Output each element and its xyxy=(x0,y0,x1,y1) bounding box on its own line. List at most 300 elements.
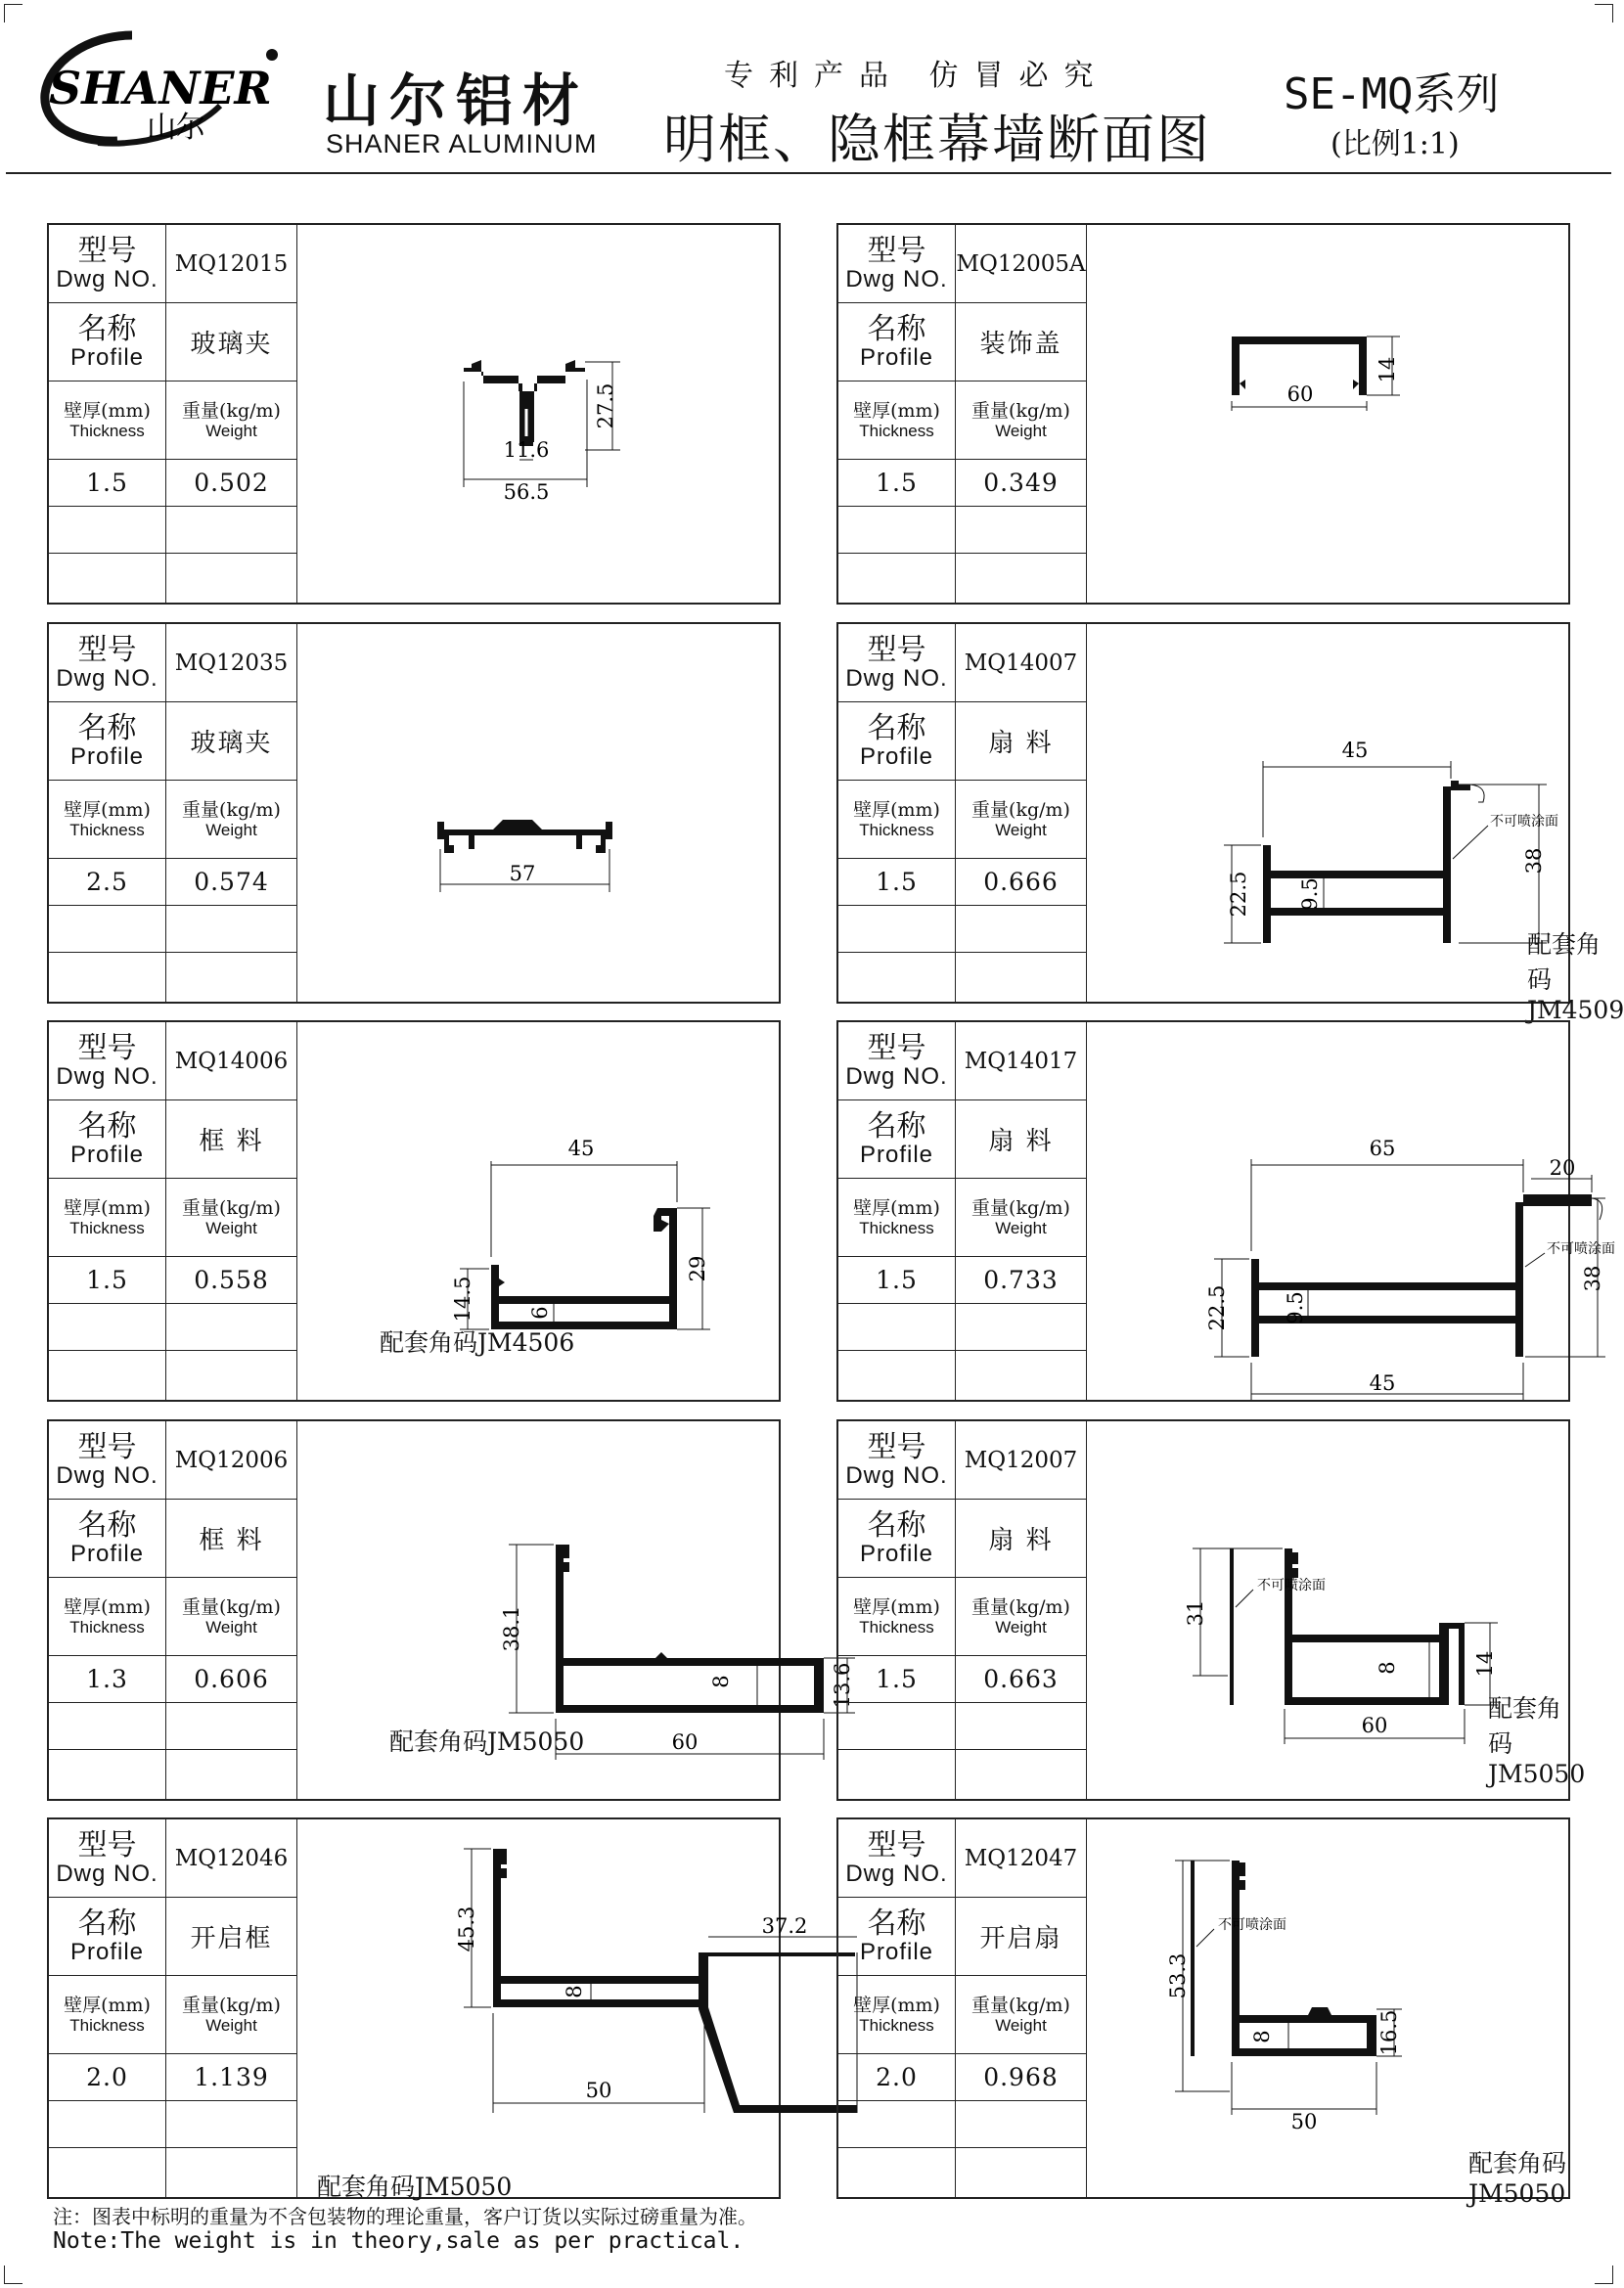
dwg-label-en: Dwg NO. xyxy=(56,1062,158,1090)
dwg-number: MQ12047 xyxy=(964,1845,1078,1871)
empty-cell xyxy=(49,1351,166,1400)
dimension-label: 50 xyxy=(1290,2110,1318,2133)
dimension-label: 11.6 xyxy=(503,438,550,462)
dwg-value-cell xyxy=(166,1819,297,1898)
dimension-label: 45 xyxy=(1341,739,1369,762)
profile-name: 装饰盖 xyxy=(979,330,1062,359)
thickness-label-cn: 壁厚(mm) xyxy=(853,400,940,422)
dimension-label: 65 xyxy=(1369,1137,1396,1160)
empty-cell xyxy=(838,1304,956,1351)
dwg-label-cn: 型号 xyxy=(867,1429,926,1464)
profile-section-svg xyxy=(1087,1022,1615,1400)
dwg-label-cn: 型号 xyxy=(77,632,137,667)
empty-cell xyxy=(49,1750,166,1799)
dimension-label: 37.2 xyxy=(761,1914,808,1938)
dimension-label: 60 xyxy=(1361,1714,1388,1737)
dwg-label-cn: 型号 xyxy=(867,1827,926,1862)
empty-cell xyxy=(838,906,956,953)
dwg-label-en: Dwg NO. xyxy=(845,1461,948,1489)
weight-value-cell xyxy=(956,1656,1087,1703)
profile-value-cell xyxy=(166,1500,297,1578)
profile-card xyxy=(47,1817,808,2201)
profile-label-cn: 名称 xyxy=(77,311,137,346)
empty-cell xyxy=(49,1304,166,1351)
empty-cell xyxy=(166,1351,297,1400)
empty-cell xyxy=(956,507,1087,554)
thickness-value-cell xyxy=(49,2054,166,2101)
thickness-label-cn: 壁厚(mm) xyxy=(64,1596,151,1618)
thickness-label-cn: 壁厚(mm) xyxy=(64,400,151,422)
thickness-label-cn: 壁厚(mm) xyxy=(64,1197,151,1219)
no-paint-label: 不可喷涂面 xyxy=(1490,814,1558,830)
empty-cell xyxy=(49,953,166,1002)
dimension-label: 56.5 xyxy=(503,480,550,504)
profile-card xyxy=(836,223,1570,605)
profile-label-en: Profile xyxy=(69,343,145,371)
dwg-number: MQ12007 xyxy=(964,1447,1078,1473)
brand-name-en: SHANER ALUMINUM xyxy=(326,129,598,158)
dimension-label: 20 xyxy=(1549,1156,1576,1180)
profile-name: 扇 料 xyxy=(988,729,1054,758)
dimension-label: 45 xyxy=(567,1137,595,1160)
weight-value-cell xyxy=(956,2054,1087,2101)
empty-cell xyxy=(838,1351,956,1400)
dwg-label-en: Dwg NO. xyxy=(56,1860,158,1887)
empty-cell xyxy=(49,554,166,603)
weight-label-cell xyxy=(956,1976,1087,2054)
profile-card xyxy=(836,1817,1570,2208)
section-drawing xyxy=(1087,225,1570,603)
empty-cell xyxy=(838,1703,956,1750)
empty-cell xyxy=(956,1304,1087,1351)
profile-section-svg xyxy=(297,624,781,1002)
thickness-label-cell xyxy=(838,781,956,859)
empty-cell xyxy=(956,906,1087,953)
weight-label-en: Weight xyxy=(995,1219,1047,1237)
weight-label-cn: 重量(kg/m) xyxy=(971,1995,1070,2016)
weight-label-cn: 重量(kg/m) xyxy=(971,1596,1070,1618)
thickness-value-cell xyxy=(838,460,956,507)
thickness-label-cn: 壁厚(mm) xyxy=(64,799,151,821)
profile-label-en: Profile xyxy=(69,1938,145,1965)
profile-name: 框 料 xyxy=(199,1526,264,1555)
page-title: 明框、隐框幕墙断面图 xyxy=(663,109,1211,170)
dimension-label: 57 xyxy=(509,862,536,885)
weight-value: 0.574 xyxy=(194,868,269,896)
thickness-label-en: Thickness xyxy=(859,422,934,440)
series-name: SE-MQ系列 xyxy=(1284,69,1500,119)
dwg-label-cn: 型号 xyxy=(77,1429,137,1464)
thickness-label-en: Thickness xyxy=(859,1618,934,1637)
weight-label-cell xyxy=(166,1179,297,1257)
profile-name: 开启框 xyxy=(190,1924,273,1953)
thickness-value: 1.5 xyxy=(86,1266,128,1294)
thickness-value-cell xyxy=(49,1257,166,1304)
dimension-label: 50 xyxy=(585,2079,612,2102)
dwg-label-en: Dwg NO. xyxy=(845,265,948,292)
weight-value: 0.663 xyxy=(983,1665,1059,1693)
weight-label-cn: 重量(kg/m) xyxy=(182,1995,281,2016)
profile-label-en: Profile xyxy=(69,1141,145,1168)
thickness-value: 1.3 xyxy=(86,1665,128,1693)
profile-name: 开启扇 xyxy=(979,1924,1062,1953)
profile-value-cell xyxy=(956,303,1087,381)
weight-value: 0.968 xyxy=(983,2063,1059,2091)
thickness-value: 2.5 xyxy=(86,868,128,896)
dwg-label-cell xyxy=(49,624,166,702)
dwg-label-cell xyxy=(49,1421,166,1500)
weight-label-cell xyxy=(166,1578,297,1656)
empty-cell xyxy=(956,953,1087,1002)
empty-cell xyxy=(838,507,956,554)
dimension-label: 8 xyxy=(709,1675,733,1688)
dimension-label: 38 xyxy=(1581,1265,1604,1292)
empty-cell xyxy=(49,906,166,953)
profile-name: 框 料 xyxy=(199,1127,264,1156)
weight-value-cell xyxy=(956,859,1087,906)
profile-card xyxy=(47,223,781,605)
profile-value-cell xyxy=(166,702,297,781)
dwg-label-en: Dwg NO. xyxy=(56,265,158,292)
weight-label-cn: 重量(kg/m) xyxy=(182,400,281,422)
dwg-number: MQ14017 xyxy=(964,1048,1078,1074)
dwg-label-cn: 型号 xyxy=(867,632,926,667)
dimension-label: 29 xyxy=(686,1255,709,1282)
weight-value: 0.349 xyxy=(983,469,1059,497)
weight-label-cn: 重量(kg/m) xyxy=(182,799,281,821)
dimension-label: 22.5 xyxy=(1205,1284,1229,1331)
weight-label-en: Weight xyxy=(205,821,257,839)
profile-label-cn: 名称 xyxy=(77,1906,137,1941)
profile-section-svg xyxy=(1087,1819,1570,2197)
weight-label-cell xyxy=(166,1976,297,2054)
dwg-number: MQ12006 xyxy=(174,1447,289,1473)
dimension-label: 53.3 xyxy=(1166,1952,1190,1999)
section-drawing xyxy=(297,225,781,603)
dimension-label: 60 xyxy=(1286,382,1314,406)
weight-value: 1.139 xyxy=(194,2063,269,2091)
weight-value-cell xyxy=(166,1257,297,1304)
dwg-value-cell xyxy=(166,624,297,702)
dimension-label: 60 xyxy=(671,1730,699,1754)
no-paint-label: 不可喷涂面 xyxy=(1547,1241,1615,1257)
profile-value-cell xyxy=(956,702,1087,781)
weight-value: 0.558 xyxy=(194,1266,269,1294)
patent-notice: 专利产品 仿冒必究 xyxy=(724,59,1109,93)
thickness-value-cell xyxy=(49,460,166,507)
shaner-logo xyxy=(39,27,284,150)
profile-section-svg xyxy=(1087,624,1570,1002)
profile-label-cell xyxy=(838,702,956,781)
weight-value: 0.502 xyxy=(194,469,269,497)
empty-cell xyxy=(956,554,1087,603)
profile-section-svg xyxy=(297,225,781,603)
empty-cell xyxy=(166,507,297,554)
empty-cell xyxy=(956,2148,1087,2197)
profile-name: 扇 料 xyxy=(988,1526,1054,1555)
empty-cell xyxy=(166,2101,297,2148)
dimension-label: 16.5 xyxy=(1377,2009,1401,2056)
empty-cell xyxy=(838,2101,956,2148)
profile-label-en: Profile xyxy=(859,1540,934,1567)
dwg-label-cn: 型号 xyxy=(867,233,926,268)
profile-value-cell xyxy=(956,1898,1087,1976)
thickness-label-en: Thickness xyxy=(859,1219,934,1237)
profile-label-cn: 名称 xyxy=(77,1108,137,1144)
weight-value-cell xyxy=(956,1257,1087,1304)
profile-label-cell xyxy=(838,1898,956,1976)
dwg-number: MQ14006 xyxy=(174,1048,289,1074)
dwg-value-cell xyxy=(166,1421,297,1500)
section-drawing xyxy=(297,624,781,1002)
dwg-label-cell xyxy=(838,1421,956,1500)
profile-label-en: Profile xyxy=(859,742,934,770)
thickness-label-en: Thickness xyxy=(859,821,934,839)
weight-label-cn: 重量(kg/m) xyxy=(182,1197,281,1219)
dwg-label-en: Dwg NO. xyxy=(56,664,158,692)
weight-label-en: Weight xyxy=(995,1618,1047,1637)
profile-value-cell xyxy=(956,1100,1087,1179)
profile-label-cell xyxy=(49,1898,166,1976)
profile-name: 扇 料 xyxy=(988,1127,1054,1156)
dimension-label: 38.1 xyxy=(500,1605,523,1652)
empty-cell xyxy=(956,1351,1087,1400)
dimension-label: 45 xyxy=(1369,1371,1396,1395)
dwg-number: MQ12046 xyxy=(174,1845,289,1871)
profile-label-cell xyxy=(49,1100,166,1179)
dwg-label-en: Dwg NO. xyxy=(845,1062,948,1090)
dwg-value-cell xyxy=(166,225,297,303)
dwg-value-cell xyxy=(956,624,1087,702)
empty-cell xyxy=(838,2148,956,2197)
empty-cell xyxy=(166,1304,297,1351)
dwg-label-cell xyxy=(49,1819,166,1898)
weight-label-cell xyxy=(166,781,297,859)
profile-label-en: Profile xyxy=(69,742,145,770)
dimension-label: 9.5 xyxy=(1284,1291,1307,1324)
dimension-label: 27.5 xyxy=(594,382,617,429)
page-header xyxy=(0,0,1617,176)
dwg-label-cn: 型号 xyxy=(77,1030,137,1065)
empty-cell xyxy=(838,953,956,1002)
empty-cell xyxy=(838,554,956,603)
weight-label-cell xyxy=(956,1179,1087,1257)
profile-label-cn: 名称 xyxy=(867,1906,926,1941)
dimension-label: 22.5 xyxy=(1227,871,1250,918)
dimension-label: 14 xyxy=(1376,356,1399,383)
empty-cell xyxy=(49,507,166,554)
weight-value-cell xyxy=(166,2054,297,2101)
empty-cell xyxy=(166,906,297,953)
dimension-label: 8 xyxy=(563,1985,586,1998)
thickness-value: 1.5 xyxy=(86,469,128,497)
dwg-label-en: Dwg NO. xyxy=(845,664,948,692)
empty-cell xyxy=(49,2148,166,2197)
profile-label-cell xyxy=(49,1500,166,1578)
weight-label-en: Weight xyxy=(205,1618,257,1637)
thickness-label-cn: 壁厚(mm) xyxy=(853,1995,940,2016)
weight-label-cell xyxy=(956,1578,1087,1656)
empty-cell xyxy=(956,1750,1087,1799)
dwg-label-cn: 型号 xyxy=(867,1030,926,1065)
profile-label-en: Profile xyxy=(859,343,934,371)
thickness-label-en: Thickness xyxy=(859,2016,934,2035)
empty-cell xyxy=(956,2101,1087,2148)
thickness-value: 2.0 xyxy=(876,2063,918,2091)
profile-label-cn: 名称 xyxy=(867,311,926,346)
thickness-value-cell xyxy=(49,859,166,906)
thickness-label-cell xyxy=(49,1578,166,1656)
header-divider xyxy=(6,172,1611,174)
scale-label: (比例1:1) xyxy=(1331,127,1460,161)
corner-bracket-note: 配套角码JM4509 xyxy=(1527,930,1624,1024)
footer-note-en: Note:The weight is in theory,sale as per practical. xyxy=(53,2228,744,2254)
weight-value: 0.606 xyxy=(194,1665,269,1693)
dwg-label-en: Dwg NO. xyxy=(56,1461,158,1489)
thickness-label-cell xyxy=(838,1578,956,1656)
weight-label-en: Weight xyxy=(205,422,257,440)
dimension-label: 45.3 xyxy=(455,1906,478,1952)
profile-label-cn: 名称 xyxy=(77,710,137,745)
thickness-value: 1.5 xyxy=(876,868,918,896)
weight-label-cell xyxy=(956,381,1087,460)
weight-label-cn: 重量(kg/m) xyxy=(971,799,1070,821)
profile-label-cell xyxy=(838,1500,956,1578)
dimension-label: 31 xyxy=(1184,1599,1207,1627)
thickness-label-en: Thickness xyxy=(69,422,145,440)
profile-value-cell xyxy=(166,303,297,381)
thickness-label-cell xyxy=(838,1179,956,1257)
dwg-value-cell xyxy=(956,1819,1087,1898)
dwg-label-cn: 型号 xyxy=(77,233,137,268)
footer-note-cn: 注：图表中标明的重量为不含包装物的理论重量，客户订货以实际过磅重量为准。 xyxy=(53,2205,757,2228)
profile-label-cell xyxy=(49,303,166,381)
empty-cell xyxy=(166,2148,297,2197)
profile-card xyxy=(836,1020,1615,1402)
brand-name-cn: 山尔铝材 xyxy=(323,67,590,134)
profile-label-cell xyxy=(838,303,956,381)
dimension-label: 8 xyxy=(1250,2030,1274,2043)
weight-label-cell xyxy=(956,781,1087,859)
corner-mark xyxy=(4,2266,23,2284)
weight-value-cell xyxy=(166,1656,297,1703)
thickness-value: 2.0 xyxy=(86,2063,128,2091)
profile-value-cell xyxy=(166,1100,297,1179)
weight-label-en: Weight xyxy=(205,1219,257,1237)
section-drawing xyxy=(297,1819,808,2197)
thickness-label-cn: 壁厚(mm) xyxy=(853,799,940,821)
empty-cell xyxy=(166,554,297,603)
section-drawing xyxy=(1087,1022,1615,1400)
thickness-label-cell xyxy=(49,1179,166,1257)
thickness-label-cell xyxy=(49,1976,166,2054)
dimension-label: 13.6 xyxy=(831,1662,854,1709)
empty-cell xyxy=(166,1750,297,1799)
thickness-value-cell xyxy=(838,859,956,906)
corner-bracket-note: 配套角码JM5050 xyxy=(1488,1694,1586,1788)
weight-label-en: Weight xyxy=(205,2016,257,2035)
dwg-number: MQ14007 xyxy=(964,650,1078,676)
weight-value-cell xyxy=(956,460,1087,507)
profile-card xyxy=(47,1419,854,1801)
profile-label-cn: 名称 xyxy=(867,1507,926,1543)
thickness-label-en: Thickness xyxy=(69,821,145,839)
corner-bracket-note: 配套角码JM5050 xyxy=(389,1727,585,1756)
profile-label-cell xyxy=(49,702,166,781)
empty-cell xyxy=(166,953,297,1002)
thickness-value-cell xyxy=(838,1656,956,1703)
corner-mark xyxy=(1595,2266,1613,2284)
profile-card xyxy=(47,1020,781,1402)
thickness-label-en: Thickness xyxy=(69,1219,145,1237)
dimension-label: 38 xyxy=(1522,847,1546,875)
empty-cell xyxy=(49,2101,166,2148)
weight-label-cn: 重量(kg/m) xyxy=(971,1197,1070,1219)
no-paint-label: 不可喷涂面 xyxy=(1257,1578,1326,1593)
dimension-label: 14.5 xyxy=(451,1276,474,1323)
dwg-label-cell xyxy=(49,225,166,303)
thickness-value-cell xyxy=(838,2054,956,2101)
dwg-label-en: Dwg NO. xyxy=(845,1860,948,1887)
thickness-label-cn: 壁厚(mm) xyxy=(64,1995,151,2016)
profile-name: 玻璃夹 xyxy=(190,729,273,758)
thickness-value: 1.5 xyxy=(876,1266,918,1294)
weight-label-en: Weight xyxy=(995,2016,1047,2035)
weight-label-cn: 重量(kg/m) xyxy=(971,400,1070,422)
dwg-label-cell xyxy=(838,225,956,303)
weight-label-en: Weight xyxy=(995,422,1047,440)
profile-value-cell xyxy=(956,1500,1087,1578)
no-paint-label: 不可喷涂面 xyxy=(1218,1917,1286,1933)
thickness-label-cell xyxy=(49,381,166,460)
profile-value-cell xyxy=(166,1898,297,1976)
thickness-label-cell xyxy=(838,1976,956,2054)
profile-name: 玻璃夹 xyxy=(190,330,273,359)
corner-bracket-note: 配套角码JM5050 xyxy=(1468,2149,1567,2208)
profile-label-cn: 名称 xyxy=(77,1507,137,1543)
dimension-label: 14 xyxy=(1473,1650,1497,1678)
thickness-label-cn: 壁厚(mm) xyxy=(853,1197,940,1219)
dwg-label-cell xyxy=(838,1022,956,1100)
thickness-label-cell xyxy=(49,781,166,859)
weight-label-cn: 重量(kg/m) xyxy=(182,1596,281,1618)
profile-section-svg xyxy=(297,1819,808,2197)
logo-subtext: 山尔 xyxy=(147,111,205,145)
weight-value: 0.666 xyxy=(983,868,1059,896)
thickness-value-cell xyxy=(49,1656,166,1703)
corner-bracket-note: 配套角码JM4506 xyxy=(380,1328,575,1357)
section-drawing xyxy=(1087,624,1570,1002)
empty-cell xyxy=(166,1703,297,1750)
dwg-label-cell xyxy=(838,1819,956,1898)
weight-value: 0.733 xyxy=(983,1266,1059,1294)
empty-cell xyxy=(838,1750,956,1799)
thickness-label-cn: 壁厚(mm) xyxy=(853,1596,940,1618)
dimension-label: 8 xyxy=(1376,1661,1399,1675)
dwg-label-cn: 型号 xyxy=(77,1827,137,1862)
dwg-value-cell xyxy=(956,1421,1087,1500)
thickness-label-cell xyxy=(838,381,956,460)
dwg-number: MQ12035 xyxy=(174,650,289,676)
weight-label-en: Weight xyxy=(995,821,1047,839)
dimension-label: 6 xyxy=(528,1306,552,1320)
logo-wordmark: SHANER xyxy=(49,62,272,114)
dwg-value-cell xyxy=(956,1022,1087,1100)
empty-cell xyxy=(956,1703,1087,1750)
profile-card xyxy=(836,1419,1586,1801)
corner-bracket-note: 配套角码JM5050 xyxy=(317,2173,513,2201)
thickness-label-en: Thickness xyxy=(69,2016,145,2035)
